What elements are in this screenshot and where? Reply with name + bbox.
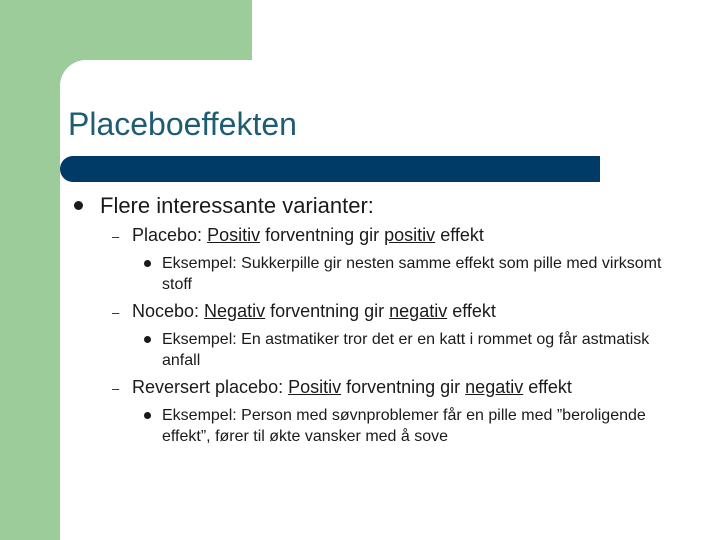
dash-icon: – [112,229,120,244]
dash-icon: – [112,381,120,396]
bullet-dot-icon [144,336,151,343]
subitem-reversert-placebo [132,377,572,398]
bullet-dot-icon [144,412,151,419]
subitem-post: effekt [523,377,572,397]
dash-icon: – [112,305,120,320]
decor-green-strip-left [0,0,60,540]
subitem-post: effekt [447,301,496,321]
subitem-pre: Nocebo: [132,301,205,321]
subitem-underlined: negativ [389,301,448,321]
bullet-main: Flere interessante varianter: [100,193,374,218]
subitem-nocebo [132,301,496,322]
subitem-placebo [132,225,484,246]
example-text: Eksempel: Sukkerpille gir nesten samme effekt som pille med virksomt stoff [162,255,662,293]
slide-title: Placeboeffekten [68,106,297,142]
bullet-dot-icon [144,260,151,267]
subitem-mid: forventning gir [341,377,466,397]
subitem-underlined: positiv [384,225,436,245]
subitem-post: effekt [435,225,484,245]
example-text: Eksempel: Person med søvnproblemer får en pille med ”beroligende effekt”, fører til økte vansker med å sove [162,407,646,445]
subitem-underlined: Positiv [288,377,342,397]
subitem-underlined: Negativ [204,301,266,321]
subitem-underlined: Positiv [207,225,261,245]
subitem-pre: Placebo: [132,225,208,245]
title-underline-bar [60,156,600,182]
subitem-mid: forventning gir [265,301,390,321]
bullet-dot-icon [74,201,83,210]
subitem-pre: Reversert placebo: [132,377,289,397]
subitem-underlined: negativ [465,377,524,397]
subitem-mid: forventning gir [260,225,385,245]
example-text: Eksempel: En astmatiker tror det er en katt i rommet og får astmatisk anfall [162,331,650,369]
